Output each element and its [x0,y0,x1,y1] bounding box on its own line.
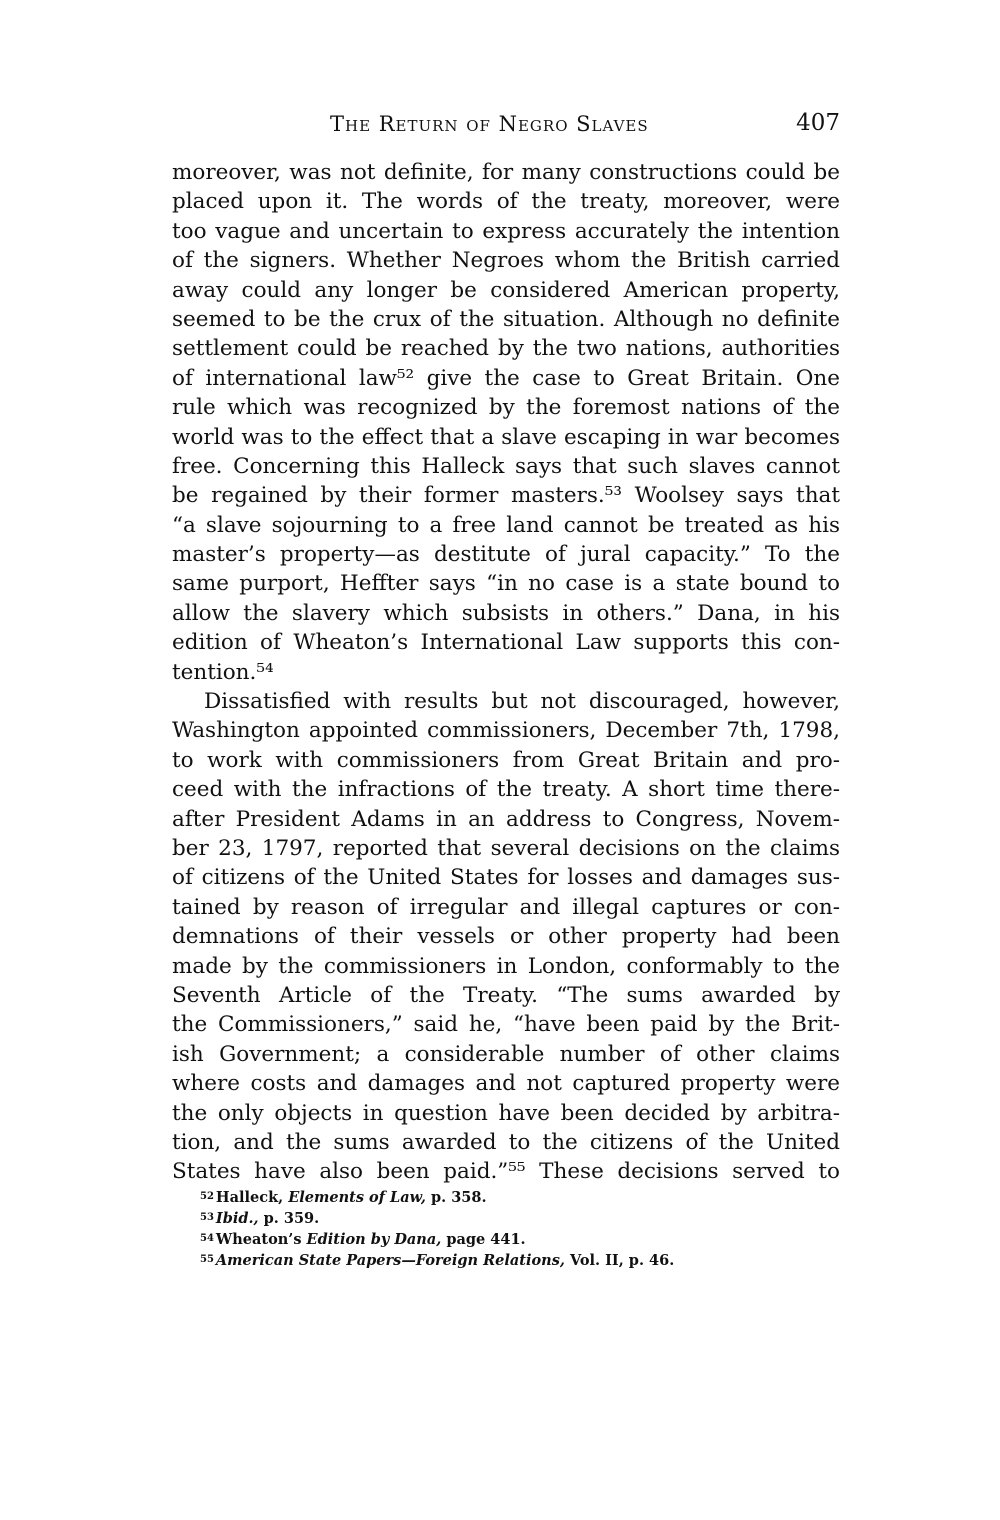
text-line: moreover, was not definite, for many constructions could be [172,160,840,185]
running-head: The Return of Negro Slaves [330,112,649,136]
text-line: allow the slavery which subsists in others.” Dana, in his [172,600,840,626]
text-line: of citizens of the United States for losses and damages sus- [172,865,840,891]
footnote-text: Wheaton’s [215,1231,307,1248]
text-line: ceed with the infractions of the treaty. A short time there- [172,777,840,803]
footnote-text: Halleck, [215,1189,289,1206]
footnote [200,1228,840,1249]
footnote-number: 54 [200,1233,214,1244]
text-line: the only objects in question have been decided by arbitra- [172,1100,840,1126]
text-line: be regained by their former masters.⁵³ Woolsey says that [172,483,840,509]
text-line: master’s property—as destitute of jural capacity.” To the [172,542,840,568]
text-line: settlement could be reached by the two nations, authorities [172,336,840,362]
text-line: away could any longer be considered American property, [172,277,840,303]
text-line: seemed to be the crux of the situation. Although no definite [172,306,840,332]
footnote-locator: Vol. II, p. 46. [564,1252,675,1269]
footnote-locator: p. 359. [258,1210,320,1227]
text-line: the Commissioners,” said he, “have been paid by the Brit- [172,1012,840,1038]
text-line: rule which was recognized by the foremost nations of the [172,395,840,421]
page-header [172,108,840,140]
text-line: too vague and uncertain to express accurately the intention [172,218,840,244]
footnote-number: 52 [200,1191,214,1202]
text-line: free. Concerning this Halleck says that such slaves cannot [172,453,840,479]
text-line: to work with commissioners from Great Britain and pro- [172,747,840,773]
text-line: Washington appointed commissioners, December 7th, 1798, [172,718,840,744]
page-number: 407 [796,110,840,136]
text-line: of the signers. Whether Negroes whom the British carried [172,248,840,274]
footnote-title: American State Papers—Foreign Relations, [215,1252,565,1269]
text-line: States have also been paid.”⁵⁵ These decisions served to [172,1159,840,1185]
paragraph-start-line: Dissatisfied with results but not discouraged, however, [204,689,840,715]
footnotes [200,1186,840,1270]
footnote-locator: p. 358. [425,1189,487,1206]
footnote-number: 55 [200,1254,214,1265]
footnote [200,1207,840,1228]
footnote-title: Elements of Law, [288,1189,426,1206]
footnote-number: 53 [200,1212,214,1223]
text-line: made by the commissioners in London, conformably to the [172,953,840,979]
text-line: tention.⁵⁴ [172,659,274,685]
text-line: same purport, Heffter says “in no case is a state bound to [172,571,840,597]
text-line: tained by reason of irregular and illegal captures or con- [172,894,840,920]
text-line: “a slave sojourning to a free land cannot be treated as his [172,512,840,538]
text-line: tion, and the sums awarded to the citizens of the United [172,1129,840,1155]
text-line: where costs and damages and not captured property were [172,1071,840,1097]
footnote [200,1186,840,1207]
text-line: ish Government; a considerable number of other claims [172,1041,840,1067]
body-text [172,158,840,1187]
text-line: after President Adams in an address to Congress, Novem- [172,806,840,832]
text-line: ber 23, 1797, reported that several decisions on the claims [172,835,840,861]
footnote-title: Ibid., [215,1210,259,1227]
footnote-locator: page 441. [441,1231,526,1248]
text-line: world was to the effect that a slave escaping in war becomes [172,424,840,450]
text-line: demnations of their vessels or other property had been [172,924,840,950]
footnote [200,1249,840,1270]
text-line: Seventh Article of the Treaty. “The sums awarded by [172,982,840,1008]
footnote-title: Edition by Dana, [306,1231,442,1248]
text-line: of international law⁵² give the case to Great Britain. One [172,365,840,391]
text-line: placed upon it. The words of the treaty, moreover, were [172,189,840,215]
text-line: edition of Wheaton’s International Law supports this con- [172,630,840,656]
